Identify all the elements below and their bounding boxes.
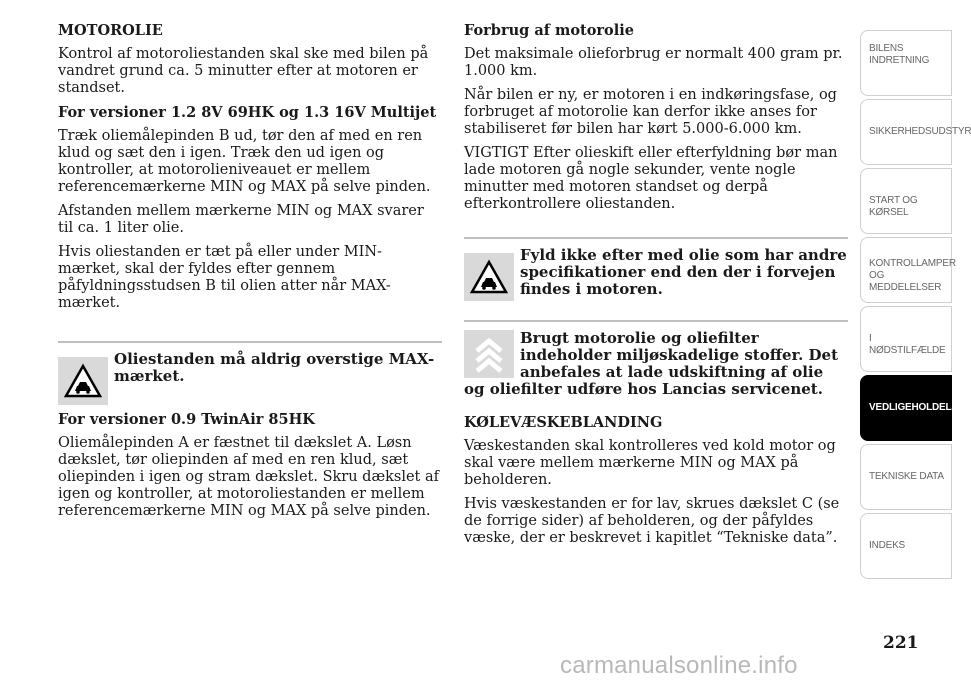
watermark: carmanualsonline.info [560,652,798,679]
heading-motorolie: MOTOROLIE [58,22,163,39]
paragraph: VIGTIGT Efter olieskift eller efterfyldning bør man lade motoren gå nogle sekunder, vente nogle minutter med motoren standset og derpå efterkontrollere oliestanden. [464,145,838,212]
heading-versions-2: For versioner 0.9 TwinAir 85HK [58,411,315,428]
divider [464,320,848,322]
tab-start-og-korsel[interactable]: START OG KØRSEL [860,168,952,234]
paragraph: Træk oliemålepinden B ud, tør den af med en ren klud og sæt den i igen. Træk den ud igen og kontroller, at motorolieniveauet er mellem referencemærkerne MIN og MAX på selve pinden. [58,128,431,195]
right-column [464,22,848,554]
paragraph: Oliemålepinden A er fæstnet til dækslet A. Løsn dækslet, tør oliepinden af med en ren klud, sæt oliepinden i igen og stram dækslet. Skru dækslet af igen og kontroller, at motoroliestanden er mellem referencemærkerne MIN og MAX på selve pinden. [58,435,439,519]
tab-kontrollamper[interactable]: KONTROLLAMPER OG MEDDELELSER [860,237,952,303]
paragraph: Væskestanden skal kontrolleres ved kold motor og skal være mellem mærkerne MIN og MAX på beholderen. [464,438,836,488]
heading-coolant: KØLEVÆSKEBLANDING [464,414,663,431]
tab-indeks[interactable]: INDEKS [860,513,952,579]
paragraph: Afstanden mellem mærkerne MIN og MAX svarer til ca. 1 liter olie. [58,203,424,236]
environment-box [464,330,848,398]
paragraph: Kontrol af motoroliestanden skal ske med bilen på vandret grund ca. 5 minutter efter at motoren er standset. [58,46,429,96]
paragraph: Når bilen er ny, er motoren i en indkøringsfase, og forbruget af motorolie kan derfor ikke anses for stabiliseret før bilen har kørt 5.000-6.000 km. [464,87,837,137]
warning-text: Oliestanden må aldrig overstige MAX-mærket. [114,350,435,385]
paragraph: Det maksimale olieforbrug er normalt 400 gram pr. 1.000 km. [464,46,843,79]
tab-sikkerhedsudstyr[interactable]: SIKKERHEDSUDSTYR [860,99,952,165]
divider [464,237,848,239]
tab-bilens-indretning[interactable]: BILENS INDRETNING [860,30,952,96]
car-warning-icon [58,357,108,405]
heading-consumption: Forbrug af motorolie [464,22,634,39]
left-column [58,22,442,527]
car-warning-icon [464,253,514,301]
paragraph: Hvis oliestanden er tæt på eller under MIN-mærket, skal der fyldes efter gennem påfyldningsstudsen B til olien atter når MAX-mærket. [58,244,391,311]
environment-text: Brugt motorolie og oliefilter indeholder miljøskadelige stoffer. Det anbefales at lade udskiftning af olie og oliefilter udføre hos Lancias servicenet. [464,329,839,398]
warning-box [464,247,848,298]
warning-box [58,351,442,401]
warning-text: Fyld ikke efter med olie som har andre specifikationer end den der i forvejen findes i motoren. [520,246,847,298]
page-number: 221 [883,633,919,653]
tab-tekniske-data[interactable]: TEKNISKE DATA [860,444,952,510]
environment-chevron-icon [464,330,514,378]
chapter-tabs [860,30,971,582]
tab-i-nodstilfaelde[interactable]: I NØDSTILFÆLDE [860,306,952,372]
tab-vedligeholdelse[interactable]: VEDLIGEHOLDELSE [860,375,952,441]
paragraph: Hvis væskestanden er for lav, skrues dækslet C (se de forrige sider) af beholderen, og der påfyldes væske, der er beskrevet i kapitlet “Tekniske data”. [464,496,840,546]
heading-versions-1: For versioner 1.2 8V 69HK og 1.3 16V Multijet [58,104,437,121]
divider [58,341,442,343]
